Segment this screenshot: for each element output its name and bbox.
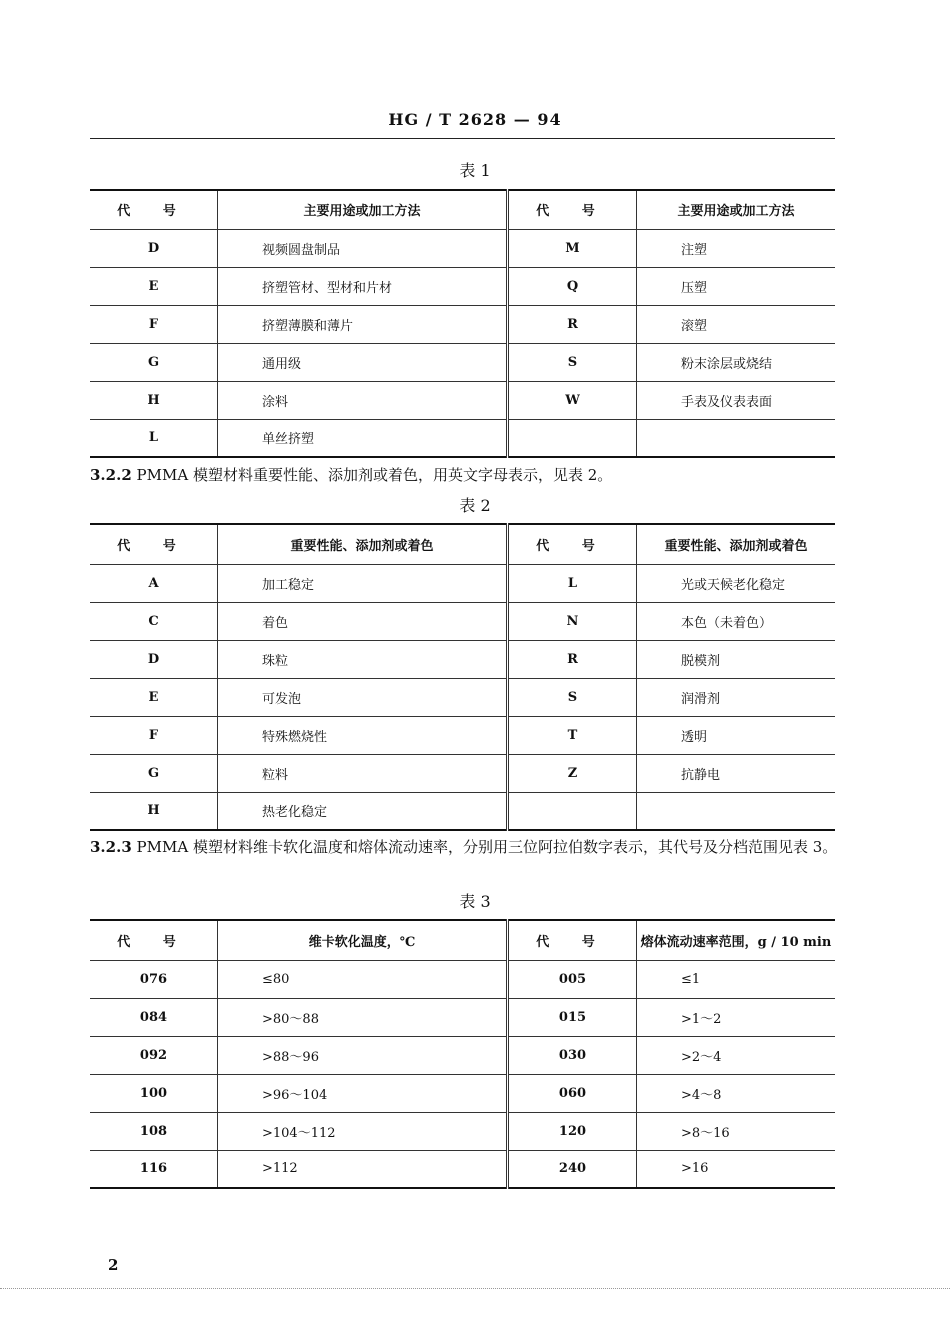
code-cell: 015 [508, 998, 637, 1036]
property-cell: 特殊燃烧性 [218, 716, 508, 754]
table2 [90, 523, 835, 831]
code-cell: T [508, 716, 637, 754]
property-cell: 着色 [218, 602, 508, 640]
code-cell: 076 [90, 960, 218, 998]
header-code: 代 号 [90, 190, 218, 229]
range-cell: ≤80 [218, 960, 508, 998]
header-vicat-temp: 维卡软化温度，℃ [218, 920, 508, 960]
code-cell: N [508, 602, 637, 640]
code-cell: 100 [90, 1074, 218, 1112]
usage-cell [637, 419, 836, 457]
code-cell: H [90, 381, 218, 419]
code-cell: F [90, 716, 218, 754]
code-cell: M [508, 229, 637, 267]
range-cell: >88～96 [218, 1036, 508, 1074]
code-cell: 084 [90, 998, 218, 1036]
table-row [90, 960, 835, 998]
code-cell: L [508, 564, 637, 602]
code-cell: 092 [90, 1036, 218, 1074]
code-cell: W [508, 381, 637, 419]
table-row [90, 419, 835, 457]
page-number: 2 [108, 1256, 119, 1274]
table-row [90, 1074, 835, 1112]
table3 [90, 919, 835, 1189]
table-row [90, 305, 835, 343]
table-row [90, 640, 835, 678]
section-text: PMMA 模塑材料维卡软化温度和熔体流动速率，分别用三位阿拉伯数字表示，其代号及分档范围见表 3。 [136, 838, 838, 856]
code-cell [508, 419, 637, 457]
table-row [90, 716, 835, 754]
usage-cell: 视频圆盘制品 [218, 229, 508, 267]
range-cell: >16 [637, 1150, 836, 1188]
code-cell: D [90, 640, 218, 678]
header-code: 代 号 [508, 920, 637, 960]
property-cell: 粒料 [218, 754, 508, 792]
header-code: 代 号 [90, 524, 218, 564]
code-cell: R [508, 305, 637, 343]
range-cell: >112 [218, 1150, 508, 1188]
table-row [90, 229, 835, 267]
table1-caption: 表 1 [459, 161, 491, 180]
code-cell: S [508, 678, 637, 716]
usage-cell: 挤塑薄膜和薄片 [218, 305, 508, 343]
property-cell: 脱模剂 [637, 640, 836, 678]
property-cell [637, 792, 836, 830]
code-cell: G [90, 343, 218, 381]
header-rule [90, 138, 835, 139]
section-text: PMMA 模塑材料重要性能、添加剂或着色，用英文字母表示，见表 2。 [136, 466, 613, 484]
code-cell: G [90, 754, 218, 792]
range-cell: >80～88 [218, 998, 508, 1036]
code-cell: Q [508, 267, 637, 305]
property-cell: 珠粒 [218, 640, 508, 678]
code-cell: 116 [90, 1150, 218, 1188]
section-3-2-3 [90, 834, 840, 861]
header-code: 代 号 [90, 920, 218, 960]
usage-cell: 手表及仪表表面 [637, 381, 836, 419]
property-cell: 本色（未着色） [637, 602, 836, 640]
table-row [90, 792, 835, 830]
table-row [90, 1150, 835, 1188]
section-number: 3.2.3 [90, 838, 132, 856]
code-cell: A [90, 564, 218, 602]
header-usage: 主要用途或加工方法 [218, 190, 508, 229]
code-cell [508, 792, 637, 830]
usage-cell: 挤塑管材、型材和片材 [218, 267, 508, 305]
property-cell: 润滑剂 [637, 678, 836, 716]
code-cell: 108 [90, 1112, 218, 1150]
code-cell: E [90, 678, 218, 716]
code-cell: H [90, 792, 218, 830]
table3-caption: 表 3 [459, 892, 491, 911]
table1 [90, 189, 835, 458]
table-row [90, 564, 835, 602]
range-cell: >8～16 [637, 1112, 836, 1150]
table-row [90, 602, 835, 640]
table-header-row [90, 190, 835, 229]
header-code: 代 号 [508, 524, 637, 564]
table-row [90, 998, 835, 1036]
code-cell: F [90, 305, 218, 343]
code-cell: D [90, 229, 218, 267]
usage-cell: 注塑 [637, 229, 836, 267]
code-cell: C [90, 602, 218, 640]
usage-cell: 压塑 [637, 267, 836, 305]
property-cell: 光或天候老化稳定 [637, 564, 836, 602]
header-property: 重要性能、添加剂或着色 [218, 524, 508, 564]
usage-cell: 滚塑 [637, 305, 836, 343]
property-cell: 抗静电 [637, 754, 836, 792]
property-cell: 加工稳定 [218, 564, 508, 602]
usage-cell: 涂料 [218, 381, 508, 419]
code-cell: 240 [508, 1150, 637, 1188]
code-cell: 060 [508, 1074, 637, 1112]
code-cell: L [90, 419, 218, 457]
range-cell: >4～8 [637, 1074, 836, 1112]
page-header: HG / T 2628 — 94 [388, 110, 562, 129]
code-cell: R [508, 640, 637, 678]
header-property: 重要性能、添加剂或着色 [637, 524, 836, 564]
range-cell: >104～112 [218, 1112, 508, 1150]
table-row [90, 1112, 835, 1150]
table-header-row [90, 920, 835, 960]
usage-cell: 粉末涂层或烧结 [637, 343, 836, 381]
table-row [90, 678, 835, 716]
table-row [90, 381, 835, 419]
range-cell: >1～2 [637, 998, 836, 1036]
section-number: 3.2.2 [90, 466, 132, 484]
property-cell: 可发泡 [218, 678, 508, 716]
section-3-2-2 [90, 462, 840, 489]
range-cell: >2～4 [637, 1036, 836, 1074]
property-cell: 透明 [637, 716, 836, 754]
table-row [90, 1036, 835, 1074]
code-cell: 120 [508, 1112, 637, 1150]
property-cell: 热老化稳定 [218, 792, 508, 830]
header-code: 代 号 [508, 190, 637, 229]
table-row [90, 754, 835, 792]
range-cell: >96～104 [218, 1074, 508, 1112]
code-cell: 030 [508, 1036, 637, 1074]
table2-caption: 表 2 [459, 496, 491, 515]
code-cell: 005 [508, 960, 637, 998]
usage-cell: 单丝挤塑 [218, 419, 508, 457]
bottom-rule [0, 1288, 950, 1289]
code-cell: Z [508, 754, 637, 792]
usage-cell: 通用级 [218, 343, 508, 381]
range-cell: ≤1 [637, 960, 836, 998]
table-row [90, 267, 835, 305]
table-row [90, 343, 835, 381]
header-usage: 主要用途或加工方法 [637, 190, 836, 229]
code-cell: E [90, 267, 218, 305]
header-melt-flow: 熔体流动速率范围，g / 10 min [637, 920, 836, 960]
code-cell: S [508, 343, 637, 381]
table-header-row [90, 524, 835, 564]
